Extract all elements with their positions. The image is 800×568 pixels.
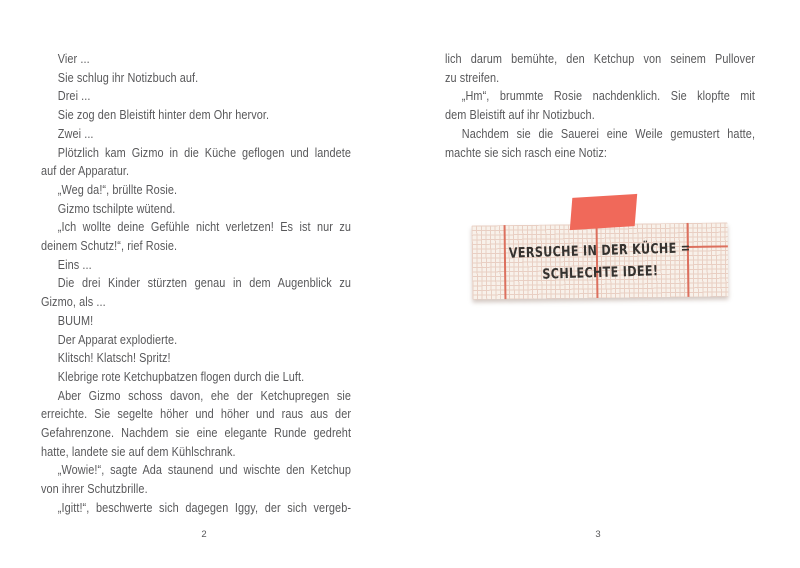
grid-paper	[472, 222, 729, 299]
text-line: „Weg da!“, brüllte Rosie.	[57, 181, 178, 197]
paragraph	[445, 87, 755, 124]
text-line: „Ich wollte deine Gefühle nicht verletzen! Es ist nur zu	[57, 219, 352, 235]
text-line: Die drei Kinder stürzten genau in dem Augenblick zu	[57, 275, 352, 291]
text-line: hatte, landete sie auf dem Kühlschrank.	[41, 443, 236, 459]
note-text	[497, 221, 704, 301]
text-line: Nachdem sie die Sauerei eine Weile gemustert hatte,	[461, 125, 756, 141]
text-line: auf der Apparatur.	[41, 163, 130, 179]
text-line: „Hm“, brummte Rosie nachdenklich. Sie klopfte mit	[461, 88, 756, 104]
tape	[570, 194, 637, 230]
text-line: Plötzlich kam Gizmo in die Küche geflogen und landete	[57, 144, 352, 160]
text-line: erreichte. Sie segelte höher und höher und raus aus der	[41, 406, 352, 422]
text-line: machte sie sich rasch eine Notiz:	[445, 144, 608, 160]
right-page-text	[445, 50, 755, 162]
text-line: Gizmo tschilpte wütend.	[57, 200, 176, 216]
sticky-note	[472, 194, 734, 314]
text-line: Aber Gizmo schoss davon, ehe der Ketchupregen sie	[57, 387, 352, 403]
text-line: Klitsch! Klatsch! Spritz!	[57, 350, 171, 366]
text-line: Klebrige rote Ketchupbatzen flogen durch die Luft.	[57, 368, 305, 384]
text-line: Gefahrenzone. Nachdem sie eine elegante Runde gedreht	[41, 425, 352, 441]
text-line: lich darum bemühte, den Ketchup von seinem Pullover	[445, 51, 756, 66]
text-line: Sie zog den Bleistift hinter dem Ohr hervor.	[57, 107, 270, 123]
text-line: Sie schlug ihr Notizbuch auf.	[57, 69, 199, 85]
paragraph	[445, 50, 755, 87]
text-line: Zwei ...	[57, 125, 94, 141]
left-page-number: 2	[201, 529, 207, 540]
text-line: Der Apparat explodierte.	[57, 331, 178, 347]
text-line: von ihrer Schutzbrille.	[41, 481, 148, 497]
text-line: Gizmo, als ...	[41, 294, 106, 310]
note-line: VERSUCHE IN DER KÜCHE =	[508, 240, 691, 262]
text-line: Drei ...	[57, 88, 91, 104]
right-page-number: 3	[595, 529, 601, 540]
text-line: zu streifen.	[445, 69, 500, 85]
text-line: Eins ...	[57, 256, 92, 272]
text-line: BUUM!	[57, 312, 94, 328]
text-line: „Wowie!“, sagte Ada staunend und wischte den Ketchup	[57, 462, 352, 478]
text-line: deinem Schutz!“, rief Rosie.	[41, 238, 178, 254]
text-line: „Igitt!“, beschwerte sich dagegen Iggy, der sich vergeb-	[57, 499, 352, 515]
text-line: dem Bleistift auf ihr Notizbuch.	[445, 107, 595, 123]
note-line: SCHLECHTE IDEE!	[542, 263, 659, 283]
text-line: Vier ...	[57, 51, 90, 66]
paragraph	[445, 125, 755, 162]
